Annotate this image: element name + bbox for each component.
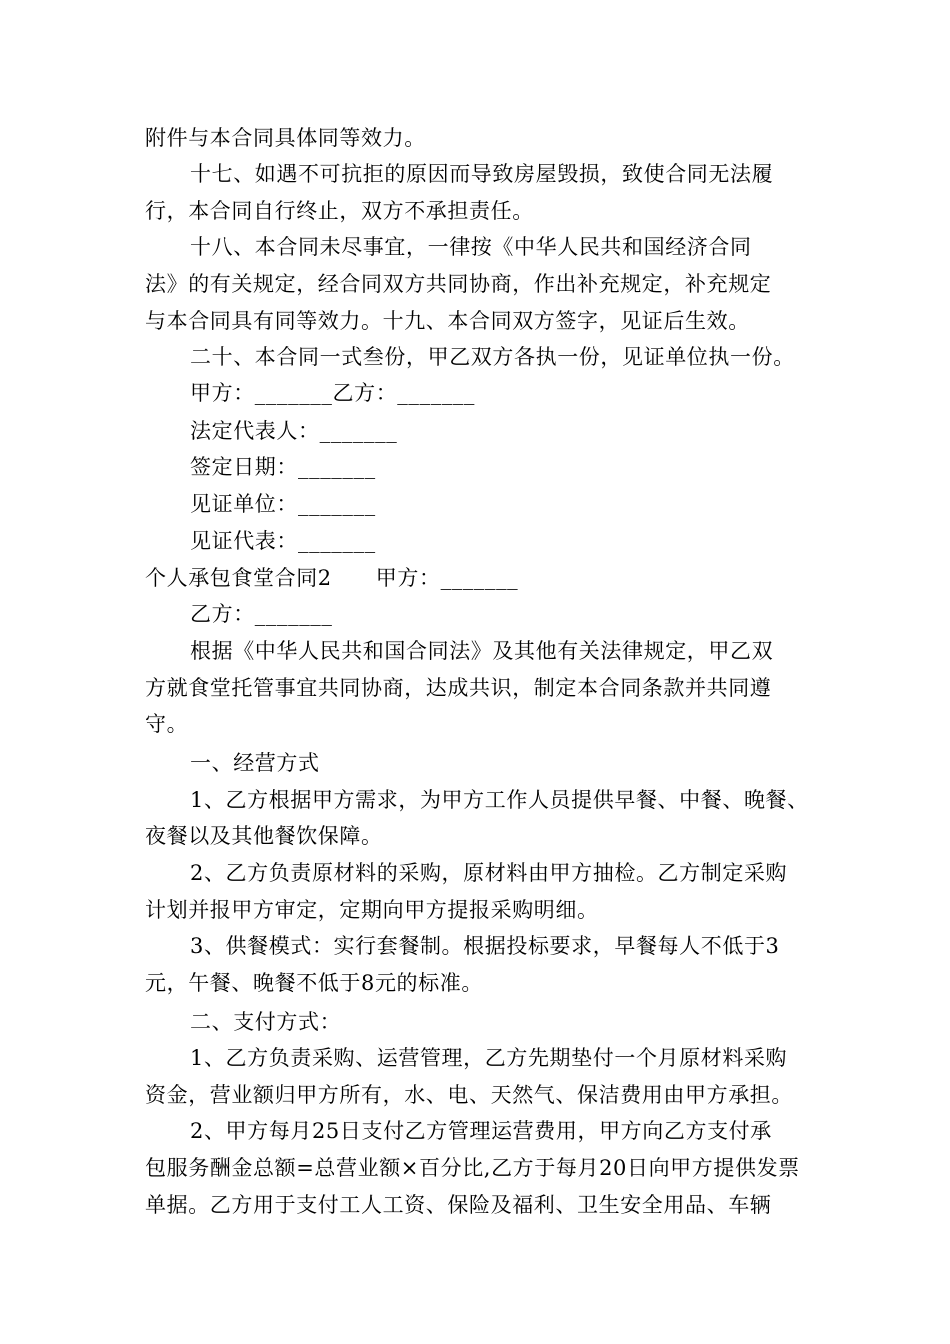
contract-title: 个人承包食堂合同2 (145, 566, 332, 590)
text-line: 与本合同具有同等效力。十九、本合同双方签字，见证后生效。 (145, 309, 750, 333)
text-line: 2、乙方负责原材料的采购，原材料由甲方抽检。乙方制定采购 (190, 861, 788, 885)
text-line: 方就食堂托管事宜共同协商，达成共识，制定本合同条款并共同遵 (145, 676, 772, 700)
text-line: 行，本合同自行终止，双方不承担责任。 (145, 199, 534, 223)
section-heading: 二、支付方式： (190, 1010, 342, 1034)
section-heading: 一、经营方式 (190, 751, 320, 775)
signature-line: 甲方：_______乙方：_______ (190, 381, 475, 405)
party-a-field: 甲方：_______ (375, 566, 519, 590)
text-line: 根据《中华人民共和国合同法》及其他有关法律规定，甲乙双 (190, 639, 774, 663)
text-line: 十八、本合同未尽事宜，一律按《中华人民共和国经济合同 (190, 235, 752, 259)
text-line: 2、甲方每月25日支付乙方管理运营费用，甲方向乙方支付承 (190, 1119, 772, 1143)
text-line: 附件与本合同具体同等效力。 (145, 126, 426, 150)
contract-heading-line (145, 564, 835, 592)
signature-line: 见证代表：_______ (190, 529, 376, 553)
text-line: 十七、如遇不可抗拒的原因而导致房屋毁损，致使合同无法履 (190, 162, 774, 186)
signature-line: 法定代表人：_______ (190, 419, 398, 443)
text-line: 守。 (145, 712, 189, 736)
text-line: 资金，营业额归甲方所有，水、电、天然气、保洁费用由甲方承担。 (145, 1083, 793, 1107)
signature-line: 见证单位：_______ (190, 492, 376, 516)
signature-line: 签定日期：_______ (190, 455, 376, 479)
text-line: 二十、本合同一式叁份，甲乙双方各执一份，见证单位执一份。 (190, 345, 795, 369)
text-line: 计划并报甲方审定，定期向甲方提报采购明细。 (145, 898, 599, 922)
party-b-field: 乙方：_______ (190, 602, 333, 626)
text-line: 包服务酬金总额=总营业额×百分比,乙方于每月20日向甲方提供发票 (145, 1156, 800, 1180)
text-line: 法》的有关规定，经合同双方共同协商，作出补充规定，补充规定 (145, 272, 772, 296)
text-line: 1、乙方根据甲方需求，为甲方工作人员提供早餐、中餐、晚餐、 (190, 788, 809, 812)
text-line: 单据。乙方用于支付工人工资、保险及福利、卫生安全用品、车辆 (145, 1193, 772, 1217)
text-line: 1、乙方负责采购、运营管理，乙方先期垫付一个月原材料采购 (190, 1046, 788, 1070)
text-line: 3、供餐模式：实行套餐制。根据投标要求，早餐每人不低于3 (190, 934, 780, 958)
text-line: 夜餐以及其他餐饮保障。 (145, 824, 383, 848)
text-line: 元，午餐、晚餐不低于8元的标准。 (145, 971, 483, 995)
